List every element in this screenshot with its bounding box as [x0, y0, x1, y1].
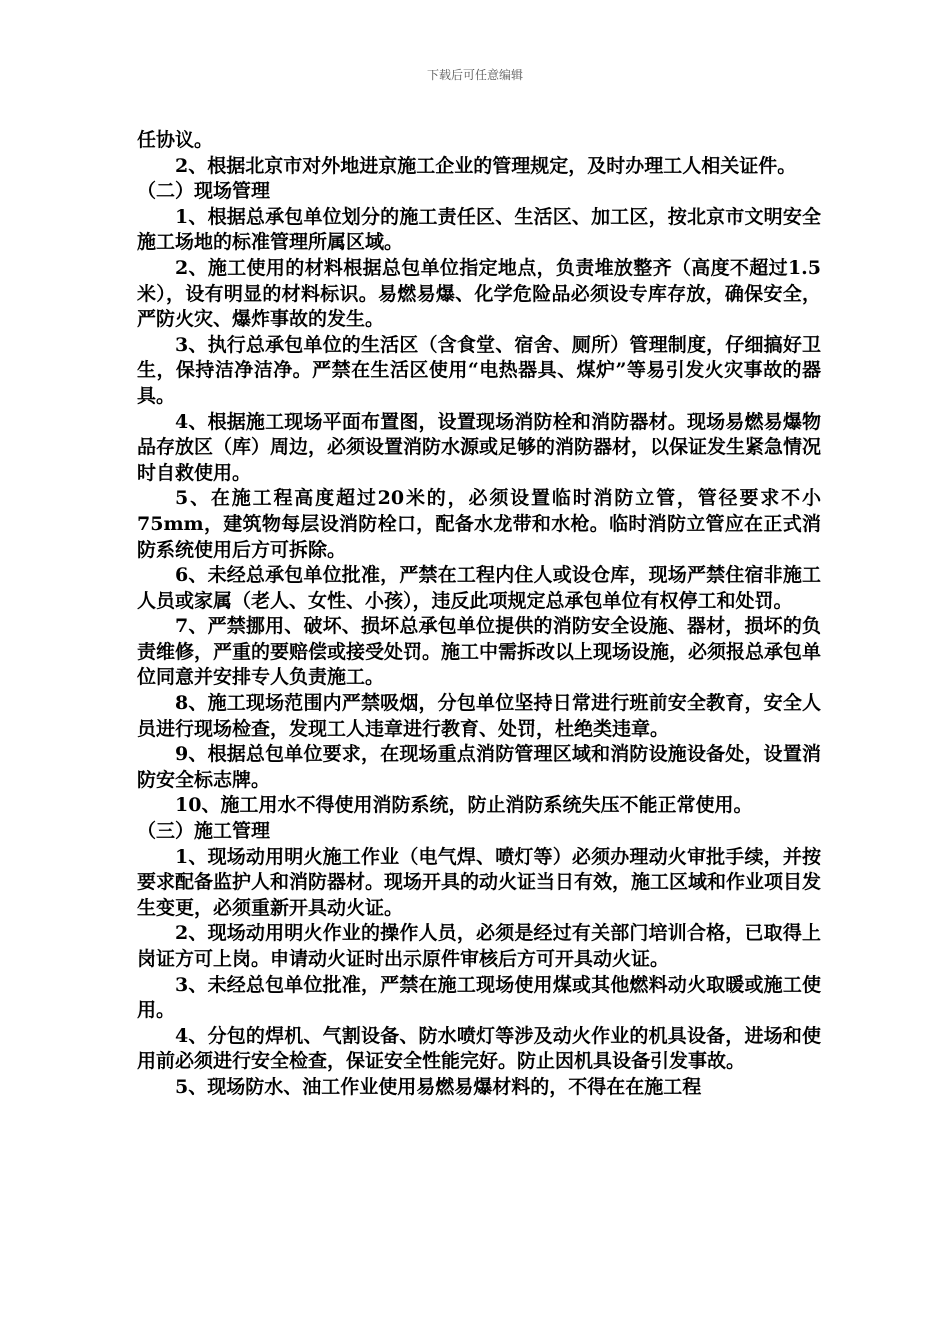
paragraph: 1、根据总承包单位划分的施工责任区、生活区、加工区，按北京市文明安全施工场地的标准管理所属区域。: [137, 205, 821, 254]
paragraph: 2、根据北京市对外地进京施工企业的管理规定，及时办理工人相关证件。: [175, 154, 797, 177]
document-body: [137, 128, 821, 1101]
paragraph: 8、施工现场范围内严禁吸烟，分包单位坚持日常进行班前安全教育，安全人员进行现场检查，发现工人违章进行教育、处罚，杜绝类违章。: [137, 692, 821, 740]
paragraph: 任协议。: [137, 129, 214, 151]
paragraph: 4、根据施工现场平面布置图，设置现场消防栓和消防器材。现场易燃易爆物品存放区（库）周边，必须设置消防水源或足够的消防器材，以保证发生紧急情况时自救使用。: [137, 410, 822, 484]
paragraph: 4、分包的焊机、气割设备、防水喷灯等涉及动火作业的机具设备，进场和使用前必须进行安全检查，保证安全性能完好。防止因机具设备引发事故。: [137, 1024, 821, 1073]
page-header: 下载后可任意编辑: [426, 68, 523, 82]
paragraph: 3、未经总包单位批准，严禁在施工现场使用煤或其他燃料动火取暖或施工使用。: [137, 973, 821, 1022]
paragraph: 9、根据总包单位要求，在现场重点消防管理区域和消防设施设备处，设置消防安全标志牌。: [137, 743, 821, 791]
paragraph: 5、现场防水、油工作业使用易燃易爆材料的，不得在在施工程: [175, 1075, 702, 1098]
paragraph: 2、施工使用的材料根据总包单位指定地点，负责堆放整齐（高度不超过1.5米），设有明显的材料标识。易燃易爆、化学危险品必须设专库存放，确保安全，严防火灾、爆炸事故的发生。: [137, 256, 821, 331]
section-heading: （三）施工管理: [137, 820, 271, 843]
paragraph: 5、在施工程高度超过20米的，必须设置临时消防立管，管径要求不小75mm，建筑物每层设消防栓口，配备水龙带和水枪。临时消防立管应在正式消防系统使用后方可拆除。: [137, 487, 821, 561]
paragraph: 6、未经总承包单位批准，严禁在工程内住人或设仓库，现场严禁住宿非施工人员或家属（老人、女性、小孩），违反此项规定总承包单位有权停工和处罚。: [137, 564, 821, 612]
paragraph: 3、执行总承包单位的生活区（含食堂、宿舍、厕所）管理制度，仔细搞好卫生，保持洁净洁净。严禁在生活区使用“电热器具、煤炉”等易引发火灾事故的器具。: [137, 333, 821, 407]
paragraph: 10、施工用水不得使用消防系统，防止消防系统失压不能正常使用。: [175, 794, 753, 817]
paragraph: 2、现场动用明火作业的操作人员，必须是经过有关部门培训合格，已取得上岗证方可上岗。申请动火证时出示原件审核后方可开具动火证。: [137, 922, 821, 970]
paragraph: 1、现场动用明火施工作业（电气焊、喷灯等）必须办理动火审批手续，并按要求配备监护人和消防器材。现场开具的动火证当日有效，施工区域和作业项目发生变更，必须重新开具动火证。: [137, 845, 822, 919]
section-heading: （二）现场管理: [137, 180, 271, 203]
paragraph: 7、严禁挪用、破坏、损坏总承包单位提供的消防安全设施、器材，损坏的负责维修，严重的要赔偿或接受处罚。施工中需拆改以上现场设施，必须报总承包单位同意并安排专人负责施工。: [137, 615, 822, 689]
